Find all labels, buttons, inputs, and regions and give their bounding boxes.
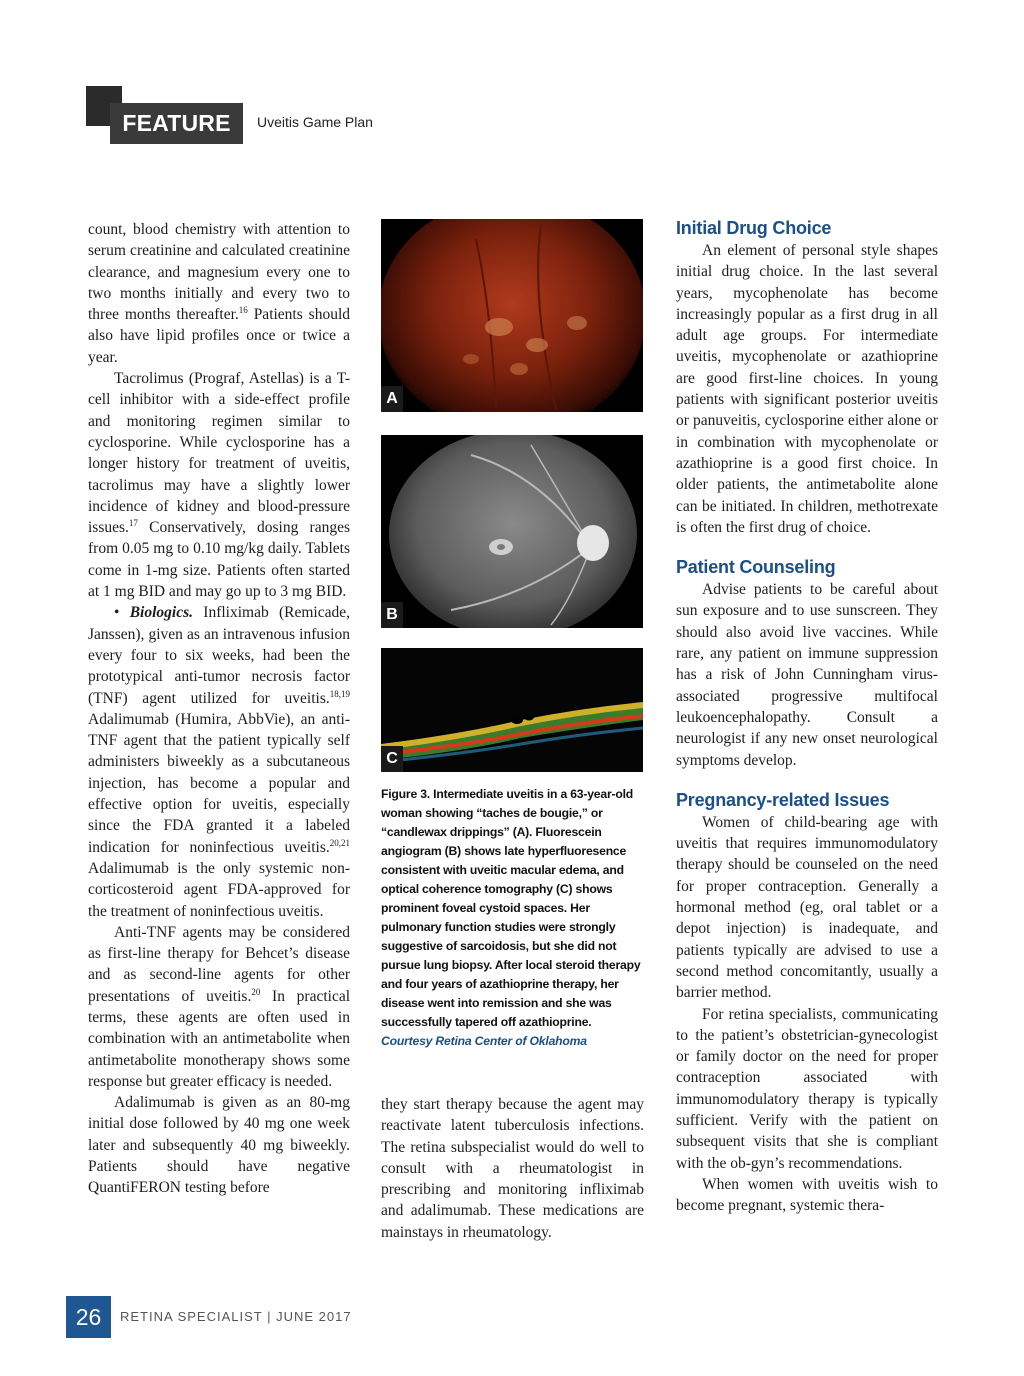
page-number: 26 — [66, 1296, 111, 1338]
article-topic: Uveitis Game Plan — [257, 114, 373, 130]
paragraph: Women of child-bearing age with uveitis that requires immunomodulatory therapy should be counseled on the need for proper contraception. Generally a hormonal method (eg, oral tablet or a depot injection) is inadequate, and patients typically are advised to use a second method concomitantly, usually a barrier method. — [676, 813, 938, 1002]
figure-label-b: B — [381, 602, 403, 628]
journal-footer: RETINA SPECIALIST | JUNE 2017 — [120, 1309, 352, 1324]
paragraph: Anti-TNF agents may be considered as first-line therapy for Behcet’s disease and as second-line agents for other presentations of uveitis.$^{20}$ In practical terms, these agents are often used in combination with an antimetabolite when antimetabolite monotherapy shows some response but greater efficacy is needed. — [88, 923, 351, 1090]
figure-credit: Courtesy Retina Center of Oklahoma — [381, 1034, 587, 1048]
figure-label-c: C — [381, 746, 403, 772]
paragraph: When women with uveitis wish to become pregnant, systemic thera- — [676, 1175, 938, 1215]
paragraph: Tacrolimus (Prograf, Astellas) is a T-cell inhibitor with a side-effect profile and monitoring regimen similar to cyclosporine. While cyclosporine has a longer history for treatment of uveitis, tacrolimus may have a slightly lower incidence of kidney and blood-pressure issues.$^{17}$ Conservatively, dosing ranges from 0.05 mg to 0.10 mg/kg daily. Tablets come in 1-mg size. Patients often started at 1 mg BID and may go up to 3 mg BID. — [88, 370, 350, 601]
figure-3c-oct-scan — [381, 648, 643, 772]
heading-patient-counseling: Patient Counseling — [676, 557, 836, 578]
paragraph: Advise patients to be careful about sun exposure and to use sunscreen. They should also avoid live vaccines. While rare, any patient on immune suppression has a risk of John Cunningham virus-associated progressive multifocal leukoencephalopathy. Consult a neurologist if any new onset neurological symptoms develop. — [676, 581, 938, 769]
figure-label-a: A — [381, 386, 403, 412]
column-middle — [381, 1094, 644, 1243]
figure-caption: Figure 3. Intermediate uveitis in a 63-year-old woman showing “taches de bougie,” or “candlewax drippings” (A). Fluorescein angiogram (B) shows late hyperfluoresence consistent with uveitic macular edema, and optical coherence tomography (C) shows prominent foveal cystoid spaces. Her pulmonary function studies were strongly suggestive of sarcoidosis, but she did not pursue lung biopsy. After local steroid therapy and four years of azathioprine therapy, her disease went into remission and she was successfully tapered off azathioprine. Courtesy Retina Center of Oklahoma — [381, 785, 643, 1051]
heading-initial-drug-choice: Initial Drug Choice — [676, 218, 832, 238]
paragraph: count, blood chemistry with attention to serum creatinine and calculated creatinine clearance, and magnesium every one to two months initially and every two to three months thereafter.$^{16}$ Patients should also have lipid profiles once or twice a year. — [88, 221, 350, 366]
figure-3b-fluorescein-angiogram — [381, 435, 643, 628]
column-right — [676, 216, 938, 1216]
column-left — [88, 219, 350, 1199]
paragraph: they start therapy because the agent may reactivate latent tuberculosis infections. The retina subspecialist would do well to consult with a rheumatologist in prescribing and monitoring infliximab and adalimumab. These medications are mainstays in rheumatology. — [381, 1096, 644, 1241]
paragraph-biologics: • Biologics. Infliximab (Remicade, Janssen), given as an intravenous infusion every four to six weeks, had been the prototypical anti-tumor necrosis factor (TNF) agent utilized for uveitis.$^{18,19}$ Adalimumab (Humira, AbbVie), an anti-TNF agent that the patient typically self administers biweekly as a subcutaneous injection, has become a popular and effective option for uveitis, especially since the FDA granted it a labeled indication for noninfectious uveitis.$^{20,21}$ Adalimumab is the only systemic non-corticosteroid agent FDA-approved for the treatment of noninfectious uveitis. — [88, 604, 350, 920]
paragraph: Adalimumab is given as an 80-mg initial dose followed by 40 mg one week later and subsequently 40 mg biweekly. Patients should have negative QuantiFERON testing before — [88, 1094, 350, 1197]
paragraph: An element of personal style shapes initial drug choice. In the last several years, mycophenolate has become increasingly popular as a first drug in all adult age groups. For intermediate uveitis, mycophenolate or azathioprine are good first-line choices. In young patients with significant posterior uveitis or panuveitis, cyclosporine either alone or in combination with mycophenolate or azathioprine is a good first choice. In older patients, the antimetabolite alone can be initiated. In children, methotrexate is often the first drug of choice. — [676, 242, 938, 536]
paragraph: For retina specialists, communicating to the patient’s obstetrician-gynecologist or family doctor on the need for proper contraception associated with immunomodulatory therapy is typically sufficient. Verify with the patient on subsequent visits that she is compliant with the ob-gyn’s recommendations. — [676, 1005, 938, 1172]
section-label: FEATURE — [110, 103, 243, 144]
heading-pregnancy-issues: Pregnancy-related Issues — [676, 789, 890, 810]
figure-3a-fundus-photo — [381, 219, 643, 412]
